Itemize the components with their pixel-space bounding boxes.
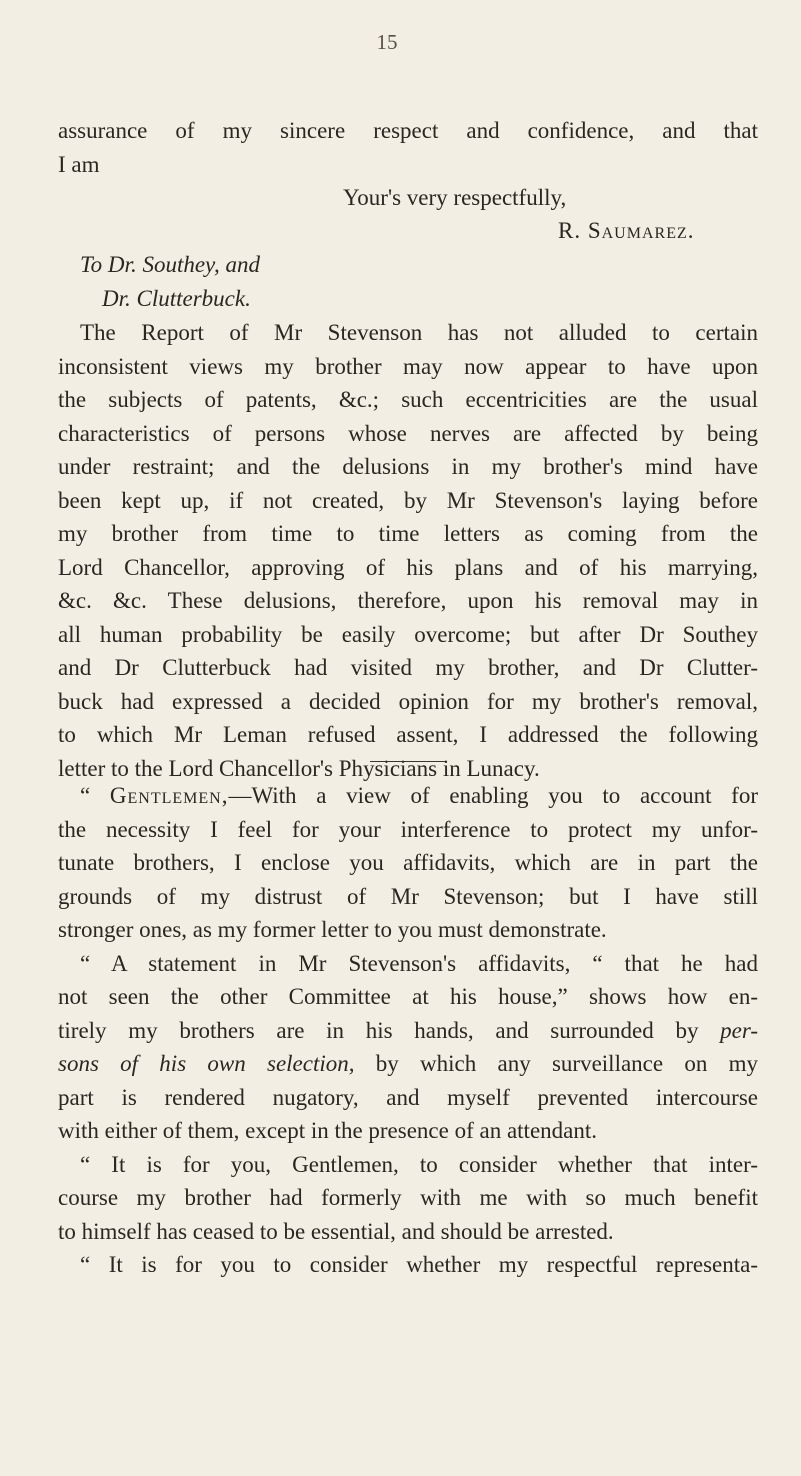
- paragraph-line: &c. &c. These delusions, therefore, upon his removal may in: [58, 588, 758, 613]
- paragraph-line: the subjects of patents, &c.; such eccentricities are the usual: [58, 387, 758, 412]
- paragraph-line: to which Mr Leman refused assent, I addressed the following: [58, 722, 758, 747]
- open-quote: “: [80, 783, 110, 808]
- letter-line: [58, 1047, 758, 1081]
- letter-line: part is rendered nugatory, and myself prevented intercourse: [58, 1084, 758, 1110]
- opening-text: [58, 114, 758, 181]
- paragraph-line: characteristics of persons whose nerves are affected by being: [58, 420, 758, 446]
- closing-signature: R. Saumarez.: [558, 218, 695, 243]
- letter-line: grounds of my distrust of Mr Stevenson; but I have still: [58, 883, 758, 909]
- letter-line: with either of them, except in the presence of an attendant.: [58, 1118, 598, 1143]
- paragraph-line: letter to the Lord Chancellor's Physicians in Lunacy.: [58, 755, 540, 781]
- letter-line: [58, 779, 758, 813]
- letter-line: tunate brothers, I enclose you affidavits, which are in part the: [58, 850, 758, 875]
- letter-line: the necessity I feel for your interference to protect my unfor-: [58, 816, 758, 842]
- letter-line: “ It is for you, Gentlemen, to consider whether that inter-: [80, 1151, 758, 1177]
- page-number: 15: [376, 30, 398, 54]
- letter-line-text: tirely my brothers are in his hands, and surrounded by: [58, 1017, 699, 1043]
- letter-line: “ It is for you to consider whether my respectful representa-: [80, 1252, 758, 1277]
- addressee-line-1: To Dr. Southey, and: [80, 252, 260, 277]
- narrative-paragraph: [58, 316, 758, 785]
- paragraph-line: my brother from time to time letters as coming from the: [58, 521, 758, 546]
- paragraph-line: inconsistent views my brother may now appear to have upon: [58, 353, 758, 379]
- letter-line: course my brother had formerly with me with so much benefit: [58, 1185, 758, 1210]
- opening-line-2: I am: [58, 151, 100, 177]
- letter-line: [58, 1014, 758, 1048]
- paragraph-line: been kept up, if not created, by Mr Stevenson's laying before: [58, 487, 758, 513]
- italic-phrase: sons of his own selection,: [58, 1051, 355, 1076]
- opening-line-1: assurance of my sincere respect and confidence, and that: [58, 118, 758, 143]
- closing-salutation: Your's very respectfully,: [343, 185, 567, 210]
- letter-line: stronger ones, as my former letter to you must demonstrate.: [58, 917, 607, 942]
- paragraph-line: and Dr Clutterbuck had visited my brother, and Dr Clutter-: [58, 655, 758, 680]
- paragraph-line: The Report of Mr Stevenson has not alluded to certain: [80, 320, 758, 345]
- paragraph-line: Lord Chancellor, approving of his plans and of his marrying,: [58, 554, 758, 580]
- italic-word: per-: [720, 1017, 759, 1043]
- section-divider: [370, 761, 445, 762]
- paragraph-line: all human probability be easily overcome; but after Dr Southey: [58, 621, 758, 647]
- letter-salutation: Gentlemen,: [109, 783, 229, 808]
- letter-line: “ A statement in Mr Stevenson's affidavits, “ that he had: [80, 950, 758, 976]
- paragraph-line: buck had expressed a decided opinion for my brother's removal,: [58, 688, 758, 714]
- letter-body: [58, 779, 758, 1282]
- letter-line-text: by which any surveillance on my: [354, 1051, 758, 1076]
- paragraph-line: under restraint; and the delusions in my brother's mind have: [58, 454, 758, 479]
- letter-line: not seen the other Committee at his house,” shows how en-: [58, 984, 758, 1009]
- addressee-line-2: Dr. Clutterbuck.: [102, 286, 251, 311]
- letter-line: to himself has ceased to be essential, and should be arrested.: [58, 1218, 614, 1244]
- letter-line-text: —With a view of enabling you to account for: [228, 783, 758, 808]
